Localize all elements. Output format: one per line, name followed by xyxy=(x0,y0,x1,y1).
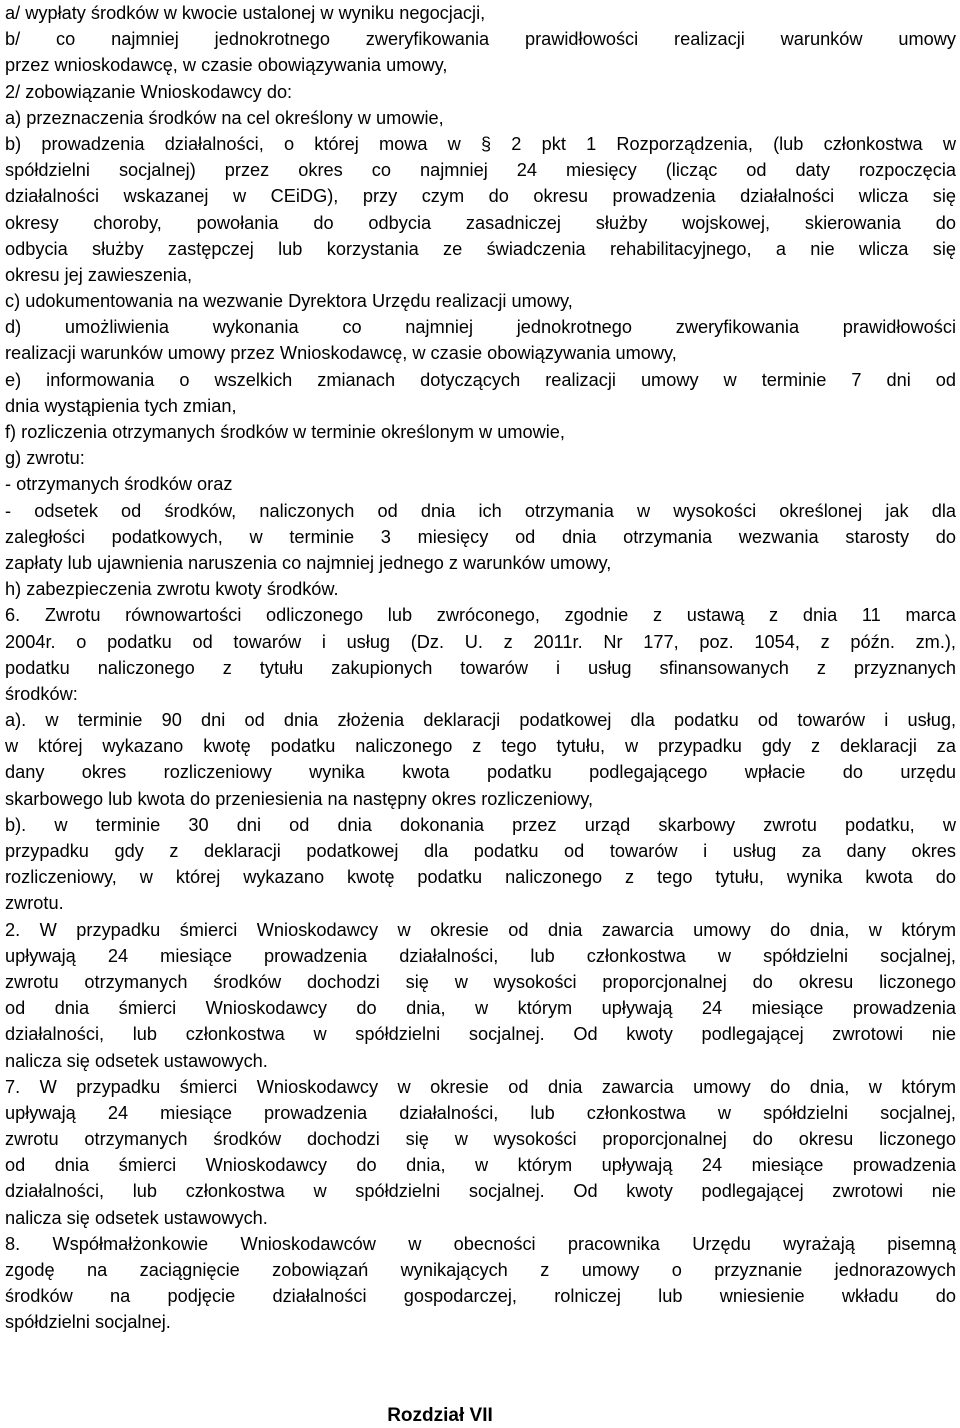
text-line: e) informowania o wszelkich zmianach dotyczących realizacji umowy w terminie 7 dni od xyxy=(5,369,956,390)
text-line: a/ wypłaty środków w kwocie ustalonej w wyniku negocjacji, xyxy=(5,3,486,23)
text-line: nalicza się odsetek ustawowych. xyxy=(5,1050,268,1071)
chapter-heading: Rozdział VII xyxy=(387,1405,493,1426)
text-line: realizacji warunków umowy przez Wnioskodawcę, w czasie obowiązywania umowy, xyxy=(5,343,677,364)
text-line: dnia wystąpienia tych zmian, xyxy=(5,395,237,416)
document-body-text xyxy=(5,0,956,1336)
text-line: zwrotu. xyxy=(5,893,64,914)
text-line: dany okres rozliczeniowy wynika kwota podatku podlegającego wpłacie do urzędu xyxy=(5,762,956,783)
text-line: 7. W przypadku śmierci Wnioskodawcy w okresie od dnia zawarcia umowy do dnia, w którym xyxy=(5,1076,956,1097)
text-line: g) zwrotu: xyxy=(5,448,85,469)
text-line: a) przeznaczenia środków na cel określony w umowie, xyxy=(5,107,444,128)
text-line: 2. W przypadku śmierci Wnioskodawcy w okresie od dnia zawarcia umowy do dnia, w którym xyxy=(5,919,956,940)
text-line: 6. Zwrotu równowartości odliczonego lub zwróconego, zgodnie z ustawą z dnia 11 marca xyxy=(5,605,956,626)
text-line: nalicza się odsetek ustawowych. xyxy=(5,1207,268,1228)
text-line: 8. Współmałżonkowie Wnioskodawców w obecności pracownika Urzędu wyrażają pisemną xyxy=(5,1233,956,1254)
text-line: okresu jej zawieszenia, xyxy=(5,264,193,285)
text-line: spółdzielni socjalnej) przez okres co najmniej 24 miesięcy (licząc od daty rozpoczęcia xyxy=(5,160,956,181)
text-line: a). w terminie 90 dni od dnia złożenia deklaracji podatkowej dla podatku od towarów i usług, xyxy=(5,710,956,731)
text-line: zwrotu otrzymanych środków dochodzi się w wysokości proporcjonalnej do okresu liczonego xyxy=(5,1129,956,1150)
text-line: zwrotu otrzymanych środków dochodzi się w wysokości proporcjonalnej do okresu liczonego xyxy=(5,971,956,992)
text-line: b). w terminie 30 dni od dnia dokonania przez urząd skarbowy zwrotu podatku, w xyxy=(5,814,956,835)
text-line: środków: xyxy=(5,683,78,704)
text-line: zaległości podatkowych, w terminie 3 miesięcy od dnia otrzymania wezwania starosty do xyxy=(5,526,956,547)
text-line: - odsetek od środków, naliczonych od dnia ich otrzymania w wysokości określonej jak dla xyxy=(5,500,956,521)
text-line: - otrzymanych środków oraz xyxy=(5,474,233,495)
text-line: upływają 24 miesiące prowadzenia działalności, lub członkostwa w spółdzielni socjalnej, xyxy=(5,945,956,966)
text-line: b/ co najmniej jednokrotnego zweryfikowania prawidłowości realizacji warunków umowy xyxy=(5,29,956,50)
text-line: zgodę na zaciągnięcie zobowiązań wynikających z umowy o przyznanie jednorazowych xyxy=(5,1260,956,1280)
text-line: b) prowadzenia działalności, o której mowa w § 2 pkt 1 Rozporządzenia, (lub członkostwa w xyxy=(5,133,956,154)
text-line: okresy choroby, powołania do odbycia zasadniczej służby wojskowej, skierowania do xyxy=(5,212,956,233)
document-page xyxy=(5,0,956,1336)
text-line: od dnia śmierci Wnioskodawcy do dnia, w którym upływają 24 miesiące prowadzenia xyxy=(5,998,956,1019)
text-line: h) zabezpieczenia zwrotu kwoty środków. xyxy=(5,579,339,600)
text-line: podatku naliczonego z tytułu zakupionych towarów i usług sfinansowanych z przyznanych xyxy=(5,657,956,678)
text-line: przypadku gdy z deklaracji podatkowej dla podatku od towarów i usług za dany okres xyxy=(5,841,956,861)
text-line: od dnia śmierci Wnioskodawcy do dnia, w którym upływają 24 miesiące prowadzenia xyxy=(5,1155,956,1176)
text-line: 2004r. o podatku od towarów i usług (Dz. U. z 2011r. Nr 177, poz. 1054, z późn. zm.), xyxy=(5,631,956,652)
text-line: odbycia służby zastępczej lub korzystania ze świadczenia rehabilitacyjnego, a nie wlicza się xyxy=(5,238,956,259)
text-line: przez wnioskodawcę, w czasie obowiązywania umowy, xyxy=(5,55,448,76)
text-line: c) udokumentowania na wezwanie Dyrektora Urzędu realizacji umowy, xyxy=(5,291,573,312)
text-line: zapłaty lub ujawnienia naruszenia co najmniej jednego z warunków umowy, xyxy=(5,552,612,573)
text-line: f) rozliczenia otrzymanych środków w terminie określonym w umowie, xyxy=(5,422,565,442)
text-line: w której wykazano kwotę podatku naliczonego z tego tytułu, w przypadku gdy z deklaracji za xyxy=(5,736,956,757)
text-line: d) umożliwienia wykonania co najmniej jednokrotnego zweryfikowania prawidłowości xyxy=(5,317,956,338)
text-line: środków na podjęcie działalności gospodarczej, rolniczej lub wniesienie wkładu do xyxy=(5,1286,956,1307)
text-line: skarbowego lub kwota do przeniesienia na następny okres rozliczeniowy, xyxy=(5,788,594,809)
text-line: upływają 24 miesiące prowadzenia działalności, lub członkostwa w spółdzielni socjalnej, xyxy=(5,1102,956,1123)
text-line: rozliczeniowy, w której wykazano kwotę podatku naliczonego z tego tytułu, wynika kwota do xyxy=(5,867,956,888)
text-line: działalności, lub członkostwa w spółdzielni socjalnej. Od kwoty podlegającej zwrotowi nie xyxy=(5,1024,956,1045)
text-line: działalności, lub członkostwa w spółdzielni socjalnej. Od kwoty podlegającej zwrotowi nie xyxy=(5,1181,956,1202)
text-line: działalności wskazanej w CEiDG), przy czym do okresu prowadzenia działalności wlicza się xyxy=(5,186,956,207)
text-line: 2/ zobowiązanie Wnioskodawcy do: xyxy=(5,81,293,102)
text-line: spółdzielni socjalnej. xyxy=(5,1312,171,1333)
